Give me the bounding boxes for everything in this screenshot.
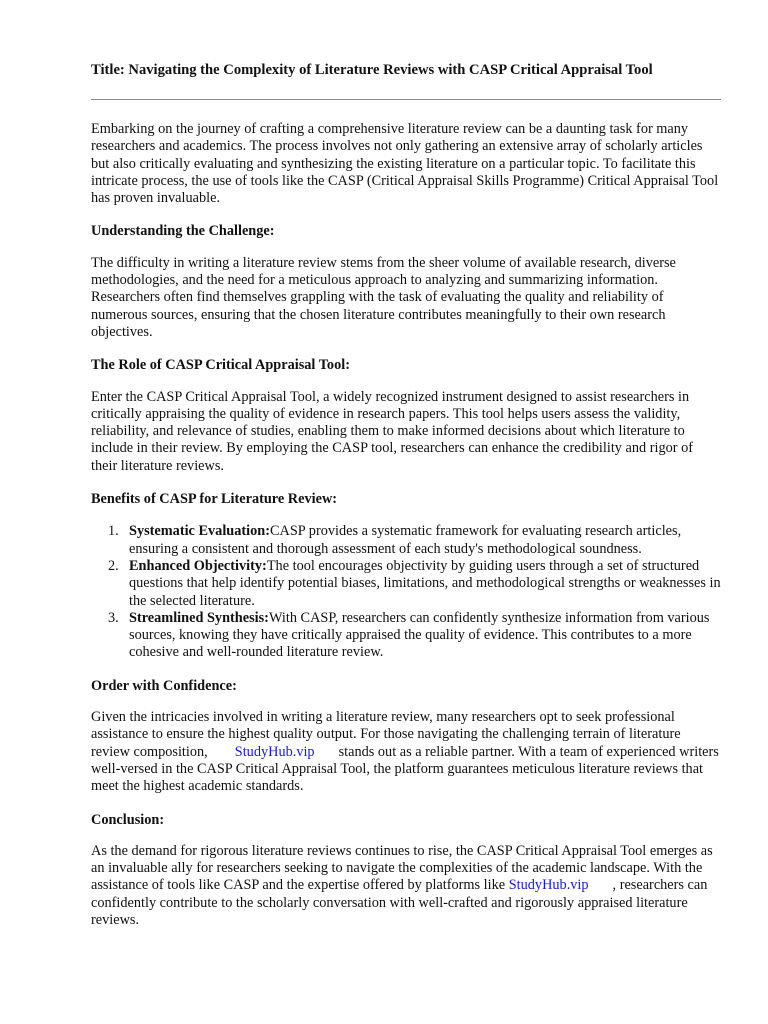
conclusion-text-before: As the demand for rigorous literature reviews continues to rise, the CASP Critical Appraisal Tool emerges as an invaluable ally for researchers seeking to navigate the complexities of the academic landscape. With the assistance of tools like CASP and the expertise offered by platforms like: [91, 842, 713, 894]
intro-paragraph: Embarking on the journey of crafting a comprehensive literature review can be a daunting task for many researchers and academics. The process involves not only gathering an extensive array of scholarly articles but also critically evaluating and synthesizing the existing literature on a particular topic. To facilitate this intricate process, the use of tools like the CASP (Critical Appraisal Skills Programme) Critical Appraisal Tool has proven invaluable.: [91, 121, 719, 207]
section-heading-challenge: Understanding the Challenge:: [91, 223, 275, 240]
studyhub-link[interactable]: StudyHub.vip: [234, 743, 315, 760]
list-item-term: Systematic Evaluation:: [129, 523, 270, 540]
section-heading-benefits: Benefits of CASP for Literature Review:: [91, 491, 338, 508]
order-text-before: Given the intricacies involved in writing a literature review, many researchers opt to seek professional assistance to ensure the highest quality output. For those navigating the challenging terrain of literature review composition,: [91, 709, 681, 760]
list-item-term: Enhanced Objectivity:: [129, 557, 267, 574]
studyhub-link[interactable]: StudyHub.vip: [508, 877, 589, 894]
document-page: [91, 60, 721, 929]
order-paragraph: [91, 709, 721, 795]
challenge-paragraph: The difficulty in writing a literature review stems from the sheer volume of available research, diverse methodologies, and the need for a meticulous approach to analyzing and summarizing information. Researchers often find themselves grappling with the task of evaluating the quality and reliability of numerous sources, ensuring that the chosen literature contributes meaningfully to their own research objectives.: [91, 254, 676, 340]
list-item-term: Streamlined Synthesis:: [129, 609, 269, 626]
benefits-list: [91, 523, 721, 661]
section-heading-role: The Role of CASP Critical Appraisal Tool:: [91, 357, 350, 374]
document-title: Title: Navigating the Complexity of Literature Reviews with CASP Critical Appraisal Tool: [91, 60, 721, 100]
section-heading-conclusion: Conclusion:: [91, 811, 165, 828]
conclusion-paragraph: [91, 843, 721, 929]
list-item-number: 1.: [108, 523, 119, 540]
role-paragraph: Enter the CASP Critical Appraisal Tool, a widely recognized instrument designed to assist researchers in critically appraising the quality of evidence in research papers. This tool helps users assess the validity, reliability, and relevance of studies, enabling them to make informed decisions about which literature to include in their review. By employing the CASP tool, researchers can enhance the credibility and rigor of their literature reviews.: [91, 388, 694, 474]
order-text-after: stands out as a reliable partner. With a team of experienced writers well-versed in the CASP Critical Appraisal Tool, the platform guarantees meticulous literature reviews that meet the highest academic standards.: [91, 743, 719, 795]
conclusion-text-after: , researchers can confidently contribute to the scholarly conversation with well-crafted and rigorously appraised literature reviews.: [91, 877, 708, 928]
section-heading-order: Order with Confidence:: [91, 677, 237, 694]
list-item-number: 3.: [108, 609, 119, 626]
list-item-number: 2.: [108, 557, 119, 574]
list-item: [91, 610, 721, 662]
list-item: [91, 523, 721, 558]
list-item-text: The tool encourages objectivity by guiding users through a set of structured questions that help identify potential biases, limitations, and methodological strengths or weaknesses in the selected literature.: [129, 557, 721, 609]
list-item-text: CASP provides a systematic framework for evaluating research articles, ensuring a consistent and thorough assessment of each study's methodological soundness.: [129, 523, 682, 557]
list-item: [91, 558, 721, 610]
list-item-text: With CASP, researchers can confidently synthesize information from various sources, knowing they have critically appraised the quality of evidence. This contributes to a more cohesive and well-rounded literature review.: [129, 609, 710, 661]
